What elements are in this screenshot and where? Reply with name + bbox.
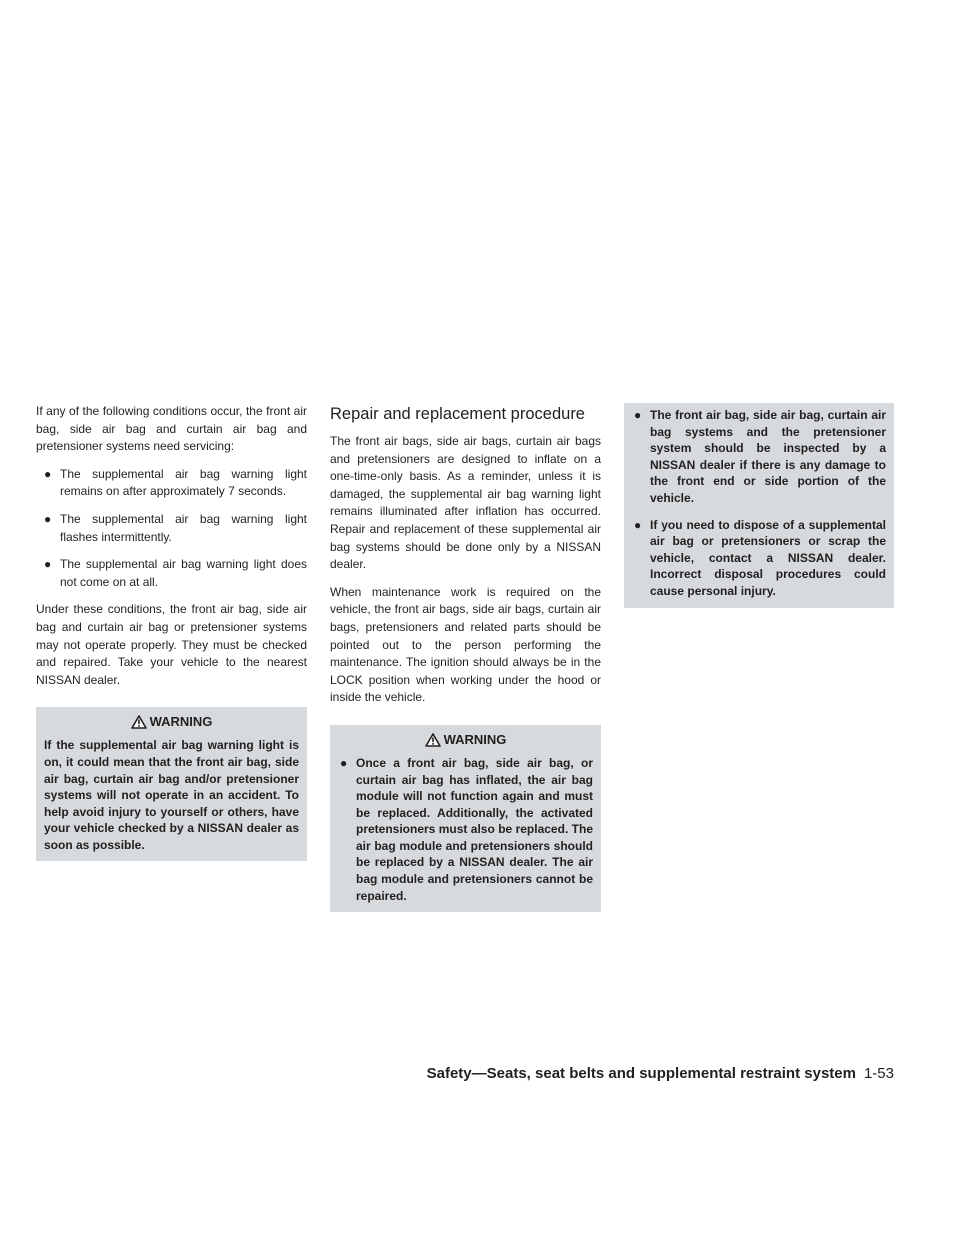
bullet-icon: ● <box>634 408 642 422</box>
bullet-icon: ● <box>340 755 348 770</box>
warning-list <box>338 755 593 904</box>
warning-box <box>330 725 601 912</box>
warning-triangle-icon <box>425 733 441 747</box>
section-heading: Repair and replacement procedure <box>330 405 585 423</box>
list-item: ● The front air bag, side air bag, curtain air bag systems and the pretensioner system should be inspected by a NISSAN dealer if there is any damage to the front end or side portion of the vehicle. <box>634 408 886 505</box>
conditions-paragraph: Under these conditions, the front air bag, side air bag and curtain air bag or pretensioner systems may not operate properly. They must be checked and repaired. Take your vehicle to the nearest NISSAN dealer. <box>36 602 307 687</box>
column-2 <box>330 403 601 912</box>
warning-box <box>36 707 307 861</box>
page-number: 1-53 <box>863 1065 894 1082</box>
conditions-list <box>36 466 307 592</box>
bullet-icon: ● <box>634 517 642 532</box>
list-item: ● If you need to dispose of a supplemental air bag or pretensioners or scrap the vehicle, contact a NISSAN dealer. Incorrect disposal procedures could cause personal injury. <box>634 517 886 598</box>
bullet-icon: ● <box>44 466 52 481</box>
repair-paragraph: The front air bags, side air bags, curtain air bags and pretensioners are designed to inflate on a one-time-only basis. As a reminder, unless it is damaged, the supplemental air bag warning light remains illuminated after inflation has occurred. Repair and replacement of these supplemental air bag systems should be done only by a NISSAN dealer. <box>330 434 601 572</box>
bullet-icon: ● <box>44 557 52 572</box>
column-1 <box>36 403 307 861</box>
warning-heading: WARNING <box>44 713 299 731</box>
warning-triangle-icon <box>131 715 147 729</box>
column-3 <box>624 403 894 608</box>
warning-heading: WARNING <box>338 731 593 749</box>
warning-box-continued <box>624 403 894 608</box>
page-footer <box>427 1064 894 1084</box>
footer-section-title: Safety—Seats, seat belts and supplemental restraint system <box>426 1065 856 1082</box>
warning-list <box>632 407 886 600</box>
list-item: ● The supplemental air bag warning light flashes intermittently. <box>44 511 307 544</box>
maintenance-paragraph: When maintenance work is required on the vehicle, the front air bags, side air bags, curtain air bags, pretensioners and related parts should be pointed out to the person performing the maintenance. The ignition should always be in the LOCK position when working under the hood or inside the vehicle. <box>330 584 601 705</box>
intro-paragraph: If any of the following conditions occur, the front air bag, side air bag and curtain air bag and pretensioner systems need servicing: <box>36 404 307 454</box>
list-item: ● Once a front air bag, side air bag, or curtain air bag has inflated, the air bag module will not function again and must be replaced. Additionally, the activated pretensioners must also be replaced. The air bag module and pretensioners should be replaced by a NISSAN dealer. The air bag module and pretensioners cannot be repaired. <box>340 755 593 903</box>
bullet-icon: ● <box>44 511 52 526</box>
warning-text: If the supplemental air bag warning light is on, it could mean that the front air bag, side air bag, curtain air bag and/or pretensioner systems will not operate in an accident. To help avoid injury to yourself or others, have your vehicle checked by a NISSAN dealer as soon as possible. <box>44 738 299 852</box>
list-item: ● The supplemental air bag warning light remains on after approximately 7 seconds. <box>44 466 307 499</box>
list-item: ● The supplemental air bag warning light does not come on at all. <box>44 557 307 589</box>
